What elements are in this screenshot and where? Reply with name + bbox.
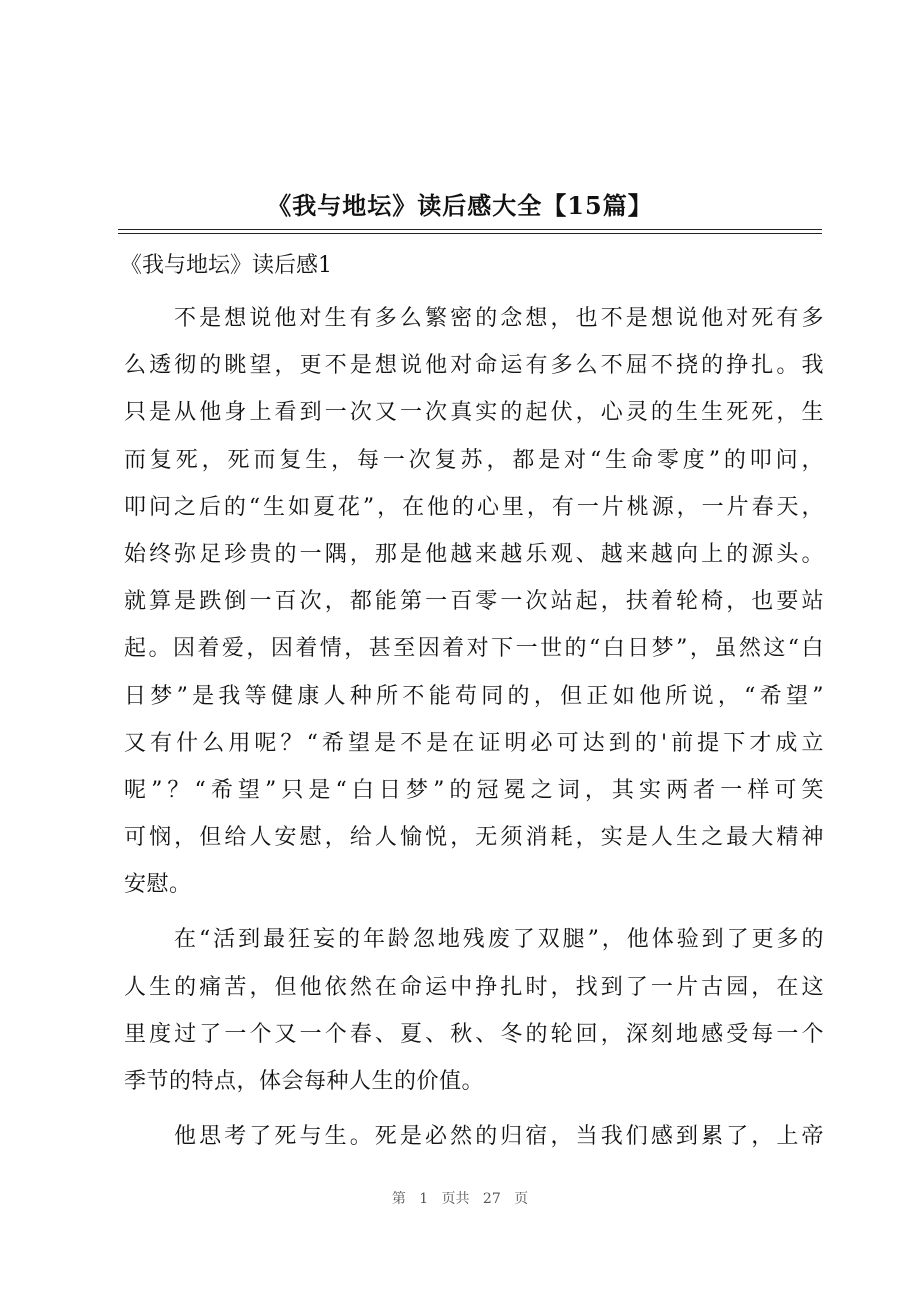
paragraph-line: 起。因着爱，因着情，甚至因着对下一世的“白日梦”，虽然这“白 — [124, 636, 824, 662]
paragraph-line: 日梦”是我等健康人种所不能苟同的，但正如他所说，“希望” — [124, 683, 824, 709]
footer-total-pages: 27 — [482, 1191, 501, 1207]
paragraph-line: 么透彻的眺望，更不是想说他对命运有多么不屈不挠的挣扎。我 — [124, 353, 824, 379]
paragraph-line: 始终弥足珍贵的一隅，那是他越来越乐观、越来越向上的源头。 — [124, 541, 824, 567]
paragraph-line: 只是从他身上看到一次又一次真实的起伏，心灵的生生死死，生 — [124, 400, 824, 426]
paragraph-line: 又有什么用呢？“希望是不是在证明必可达到的'前提下才成立 — [124, 730, 825, 756]
section-heading: 《我与地坛》读后感1 — [120, 253, 332, 278]
paragraph-line: 就算是跌倒一百次，都能第一百零一次站起，扶着轮椅，也要站 — [124, 589, 824, 615]
paragraph-line: 人生的痛苦，但他依然在命运中挣扎时，找到了一片古园，在这 — [124, 974, 824, 1000]
paragraph-line: 呢”？“希望”只是“白日梦”的冠冕之词，其实两者一样可笑 — [124, 777, 824, 803]
footer-middle: 页共 — [441, 1191, 470, 1207]
paragraph-line: 而复死，死而复生，每一次复苏，都是对“生命零度”的叩问， — [124, 447, 824, 473]
paragraph-line: 安慰。 — [124, 872, 192, 898]
footer-page-number: 1 — [419, 1191, 429, 1207]
footer-suffix: 页 — [514, 1191, 529, 1207]
footer-prefix: 第 — [391, 1191, 406, 1207]
paragraph-line: 他思考了死与生。死是必然的归宿，当我们感到累了，上帝 — [174, 1124, 824, 1150]
page-footer — [0, 1188, 920, 1208]
paragraph-line: 叩问之后的“生如夏花”，在他的心里，有一片桃源，一片春天， — [124, 494, 824, 520]
body-text — [124, 295, 824, 1160]
paragraph-line: 里度过了一个又一个春、夏、秋、冬的轮回，深刻地感受每一个 — [124, 1021, 824, 1047]
paragraph-line: 可悯，但给人安慰，给人愉悦，无须消耗，实是人生之最大精神 — [124, 825, 824, 851]
paragraph-line: 不是想说他对生有多么繁密的念想，也不是想说他对死有多 — [174, 306, 824, 331]
title-divider — [118, 229, 822, 234]
paragraph-line: 在“活到最狂妄的年龄忽地残废了双腿”，他体验到了更多的 — [174, 927, 824, 953]
paragraph-line: 季节的特点，体会每种人生的价值。 — [124, 1069, 485, 1094]
page-title: 《我与地坛》读后感大全【15篇】 — [267, 191, 653, 220]
